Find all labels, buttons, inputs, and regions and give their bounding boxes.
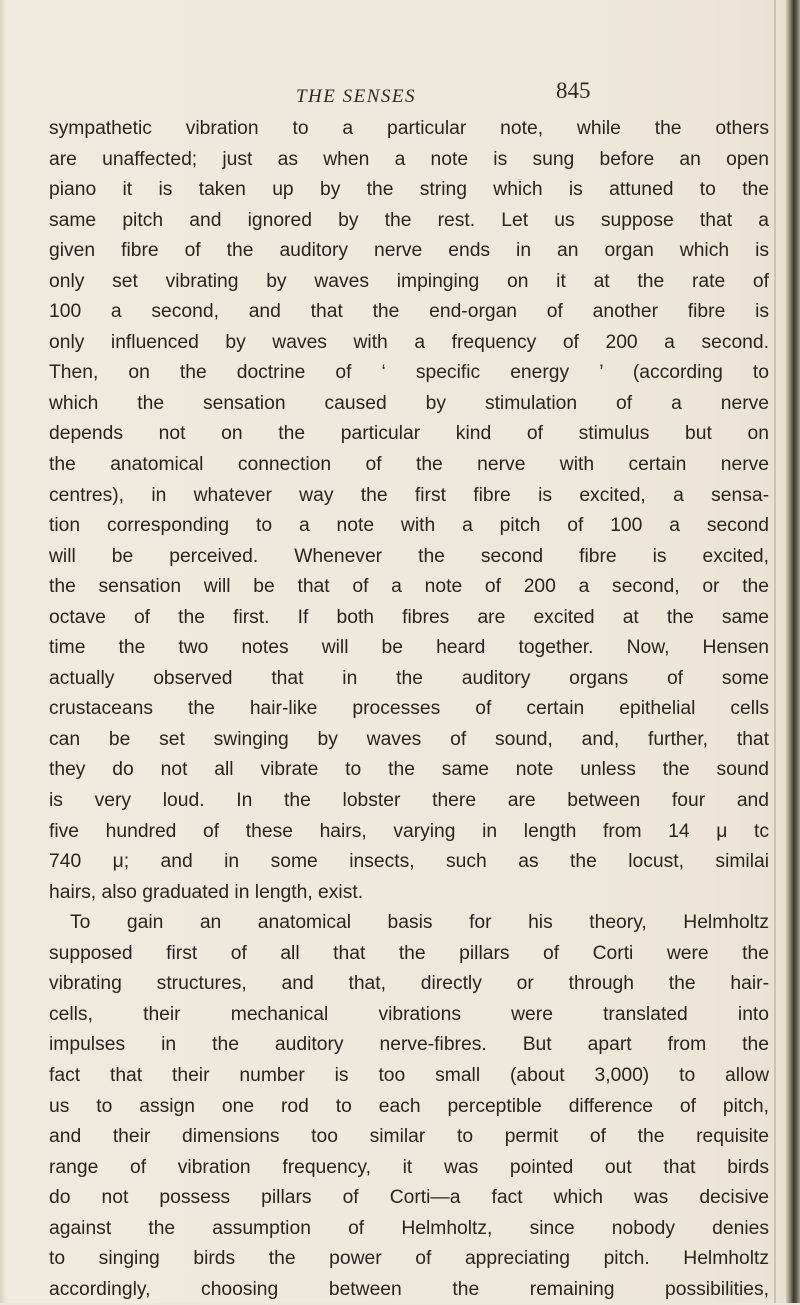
text-line: 740 μ; and in some insects, such as the locust, similai <box>49 851 769 873</box>
text-line: only set vibrating by waves impinging on it at the rate of <box>49 270 769 292</box>
text-line: are unaffected; just as when a note is sung before an open <box>49 148 769 170</box>
text-line: which the sensation caused by stimulation of a nerve <box>49 392 769 414</box>
text-line: against the assumption of Helmholtz, since nobody denies <box>49 1217 769 1239</box>
text-line: depends not on the particular kind of stimulus but on <box>49 423 769 445</box>
text-line: crustaceans the hair-like processes of certain epithelial cells <box>49 698 769 720</box>
text-line: can be set swinging by waves of sound, and, further, that <box>49 728 769 750</box>
text-line: centres), in whatever way the first fibre is excited, a sensa- <box>49 484 769 506</box>
text-line: Then, on the doctrine of ‘ specific energy ’ (according to <box>49 362 769 384</box>
text-line: accordingly, choosing between the remaining possibilities, <box>49 1278 769 1300</box>
text-line: to singing birds the power of appreciating pitch. Helmholtz <box>49 1248 769 1270</box>
book-spine-gutter <box>786 0 800 1303</box>
text-line-paragraph-end: hairs, also graduated in length, exist. <box>49 881 364 903</box>
text-line: cells, their mechanical vibrations were translated into <box>49 1003 769 1025</box>
text-line: sympathetic vibration to a particular note, while the others <box>49 118 769 139</box>
text-line: fact that their number is too small (about 3,000) to allow <box>49 1064 769 1086</box>
text-line: supposed first of all that the pillars of Corti were the <box>49 942 769 964</box>
text-line: octave of the first. If both fibres are excited at the same <box>49 606 769 628</box>
text-line: and their dimensions too similar to permit of the requisite <box>49 1126 769 1148</box>
text-line: only influenced by waves with a frequency of 200 a second. <box>49 331 769 353</box>
text-line: us to assign one rod to each perceptible difference of pitch, <box>49 1095 769 1117</box>
text-line: time the two notes will be heard together. Now, Hensen <box>49 637 769 659</box>
text-line: impulses in the auditory nerve-fibres. But apart from the <box>49 1034 769 1056</box>
text-line: do not possess pillars of Corti—a fact which was decisive <box>49 1187 769 1209</box>
text-line: will be perceived. Whenever the second fibre is excited, <box>49 545 769 567</box>
body-text <box>49 114 769 1305</box>
text-line: vibrating structures, and that, directly or through the hair- <box>49 973 769 995</box>
text-line: piano it is taken up by the string which is attuned to the <box>49 179 769 201</box>
page-number: 845 <box>556 78 591 103</box>
text-line: given fibre of the auditory nerve ends in an organ which is <box>49 240 769 262</box>
running-head: THE SENSES <box>295 86 417 107</box>
text-line: the anatomical connection of the nerve with certain nerve <box>49 454 769 476</box>
text-line: the sensation will be that of a note of 200 a second, or the <box>49 576 769 598</box>
text-line: range of vibration frequency, it was pointed out that birds <box>49 1156 769 1178</box>
gutter-line <box>774 0 776 1303</box>
text-line: tion corresponding to a note with a pitch of 100 a second <box>49 515 769 537</box>
text-line: is very loud. In the lobster there are between four and <box>49 790 769 812</box>
text-line: same pitch and ignored by the rest. Let us suppose that a <box>49 209 769 231</box>
text-line-paragraph-start: To gain an anatomical basis for his theory, Helmholtz <box>70 912 769 934</box>
page-left-edge <box>0 0 6 1303</box>
text-line: they do not all vibrate to the same note unless the sound <box>49 759 769 781</box>
text-line: five hundred of these hairs, varying in length from 14 μ tc <box>49 820 769 842</box>
text-line: 100 a second, and that the end-organ of another fibre is <box>49 301 769 323</box>
text-line: actually observed that in the auditory organs of some <box>49 667 769 689</box>
